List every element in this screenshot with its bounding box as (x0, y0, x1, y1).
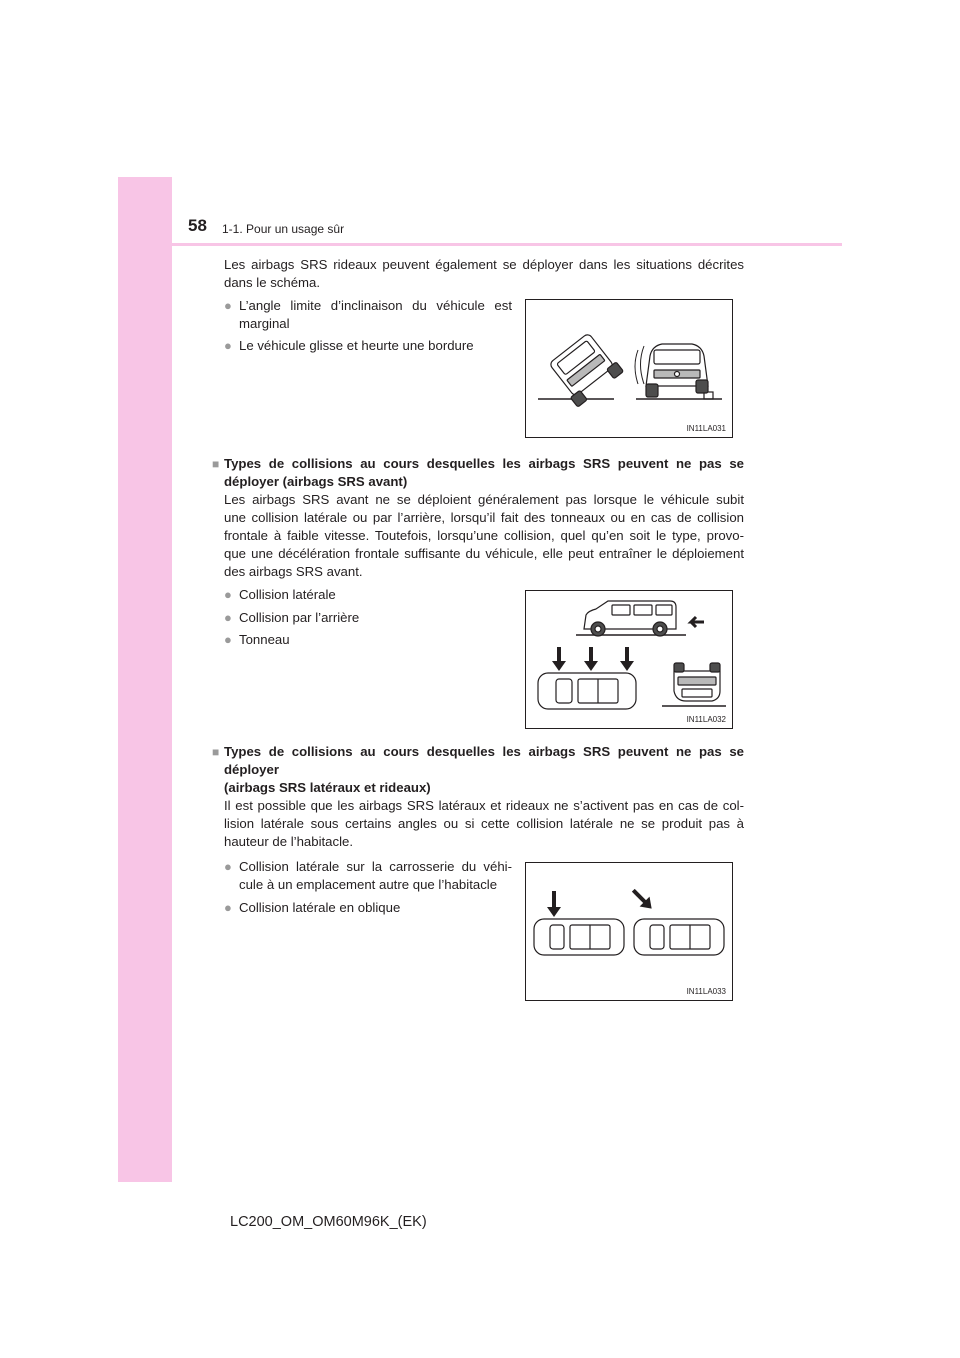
text-line: Types de collisions au cours desquelles les airbags SRS peuvent ne pas se (224, 456, 744, 471)
chapter-tab (118, 177, 172, 1182)
text-line: L’angle limite d’inclinaison du véhicule est (239, 298, 512, 313)
text-line: déployer (airbags SRS avant) (224, 474, 408, 489)
tilted-vehicles-illustration (526, 300, 732, 437)
circle-bullet-icon: ● (224, 900, 232, 915)
text-line: Collision par l’arrière (239, 610, 360, 625)
header-rule (118, 243, 842, 246)
circle-bullet-icon: ● (224, 632, 232, 647)
page-number: 58 (188, 216, 207, 235)
text-line: Collision latérale en oblique (239, 900, 401, 915)
text-line: une collision latérale ou par l’arrière, lorsqu’il fait des tonneaux ou en cas de collision (224, 510, 744, 525)
list-item (224, 858, 512, 894)
intro-paragraph (224, 256, 744, 292)
list-item (224, 631, 290, 649)
figure-collision-types (525, 590, 733, 729)
section-paragraph (224, 797, 744, 851)
section-heading (212, 455, 744, 491)
list-item (224, 337, 512, 355)
section-paragraph (224, 491, 744, 581)
text-line: que une décélération frontale suffisante du véhicule, elle peut entraîner le déploiement (224, 546, 744, 561)
figure-tilted-vehicles (525, 299, 733, 438)
text-line: marginal (239, 316, 290, 331)
text-line: lision latérale sous certains angles ou si cette collision latérale ne se produit pas à (224, 816, 744, 831)
figure-code: IN11LA033 (686, 987, 726, 996)
text-line: Types de collisions au cours desquelles les airbags SRS peuvent ne pas se (224, 744, 744, 759)
text-line: cule à un emplacement autre que l’habitacle (239, 877, 498, 892)
list-item (224, 899, 512, 917)
list-item (224, 586, 336, 604)
text-line: déployer (224, 762, 279, 777)
figure-code: IN11LA031 (686, 424, 726, 433)
text-line: Tonneau (239, 632, 290, 647)
list-item (224, 609, 359, 627)
circle-bullet-icon: ● (224, 338, 232, 353)
square-heading-icon: ■ (212, 745, 220, 759)
text-line: des airbags SRS avant. (224, 564, 363, 579)
figure-side-impacts (525, 862, 733, 1001)
text-line: Collision latérale (239, 587, 336, 602)
model-code-footer: LC200_OM_OM60M96K_(EK) (230, 1214, 427, 1230)
text-line: Collision latérale sur la carrosserie du véhi- (239, 859, 512, 874)
side-impacts-illustration (526, 863, 732, 1000)
collision-types-illustration (526, 591, 732, 728)
text-line: frontale à faible vitesse. Toutefois, lorsqu’une collision, quel qu’en soit le type, provo- (224, 528, 744, 543)
circle-bullet-icon: ● (224, 298, 232, 313)
square-heading-icon: ■ (212, 457, 220, 471)
text-line: Les airbags SRS avant ne se déploient généralement pas lorsque le véhicule subit (224, 492, 744, 507)
text-line: Il est possible que les airbags SRS latéraux et rideaux ne s’activent pas en cas de col- (224, 798, 744, 813)
circle-bullet-icon: ● (224, 587, 232, 602)
section-heading (212, 743, 744, 797)
text-line: Le véhicule glisse et heurte une bordure (239, 338, 474, 353)
text-line: dans le schéma. (224, 275, 321, 290)
text-line: (airbags SRS latéraux et rideaux) (224, 780, 431, 795)
figure-code: IN11LA032 (686, 715, 726, 724)
section-title: 1-1. Pour un usage sûr (222, 222, 345, 236)
text-line: Les airbags SRS rideaux peuvent également se déployer dans les situations décrites (224, 257, 744, 272)
circle-bullet-icon: ● (224, 859, 232, 874)
circle-bullet-icon: ● (224, 610, 232, 625)
text-line: hauteur de l’habitacle. (224, 834, 354, 849)
list-item (224, 297, 512, 333)
